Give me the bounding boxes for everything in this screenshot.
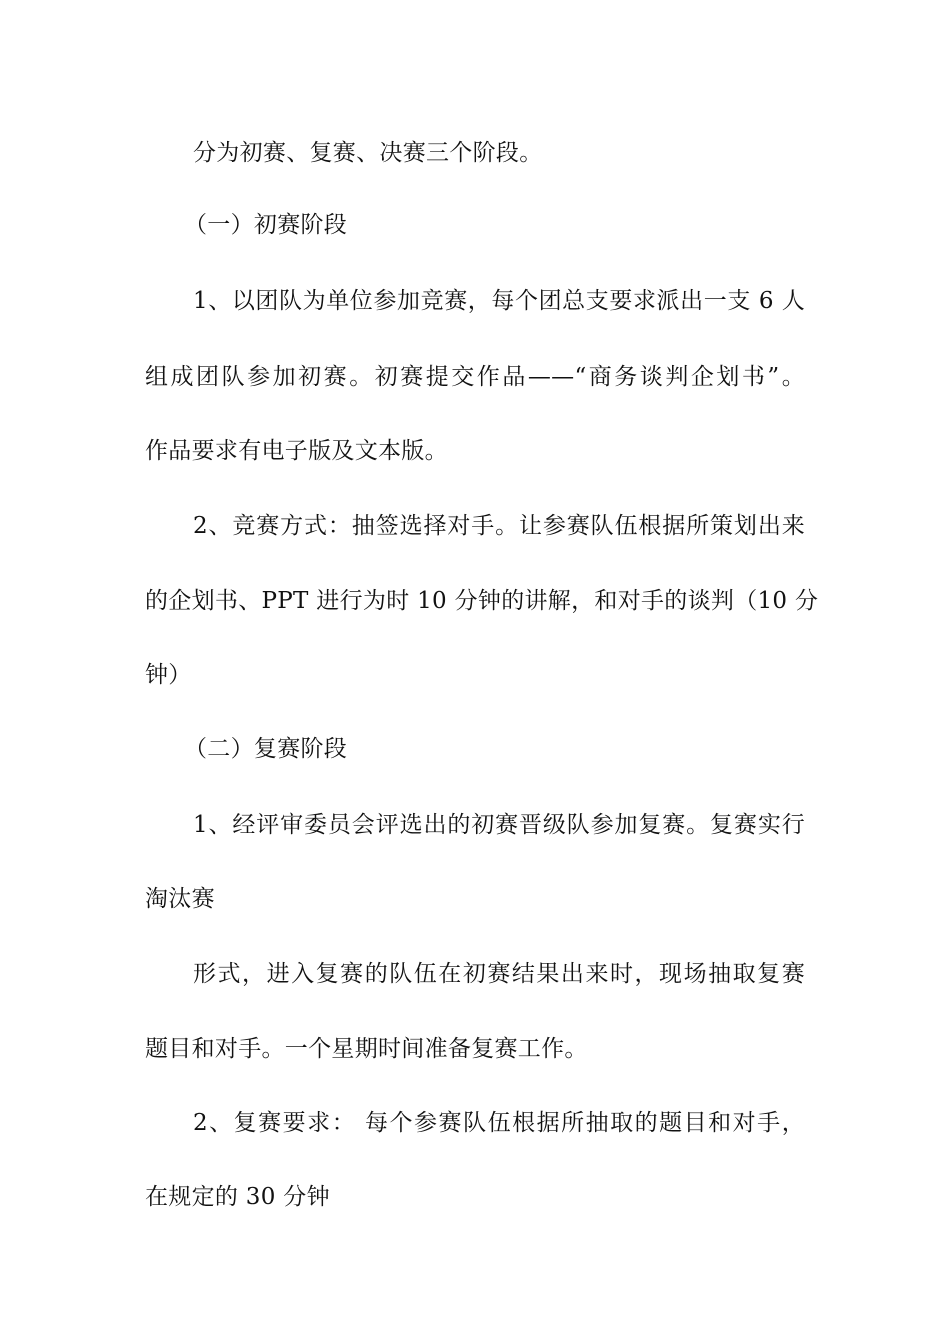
heading-semifinal-stage: （二）复赛阶段 <box>184 736 348 762</box>
paragraph-semifinal-item1-line2: 淘汰赛 <box>145 886 215 912</box>
paragraph-semifinal-item2-line1: 2、复赛要求： 每个参赛队伍根据所抽取的题目和对手， <box>193 1110 805 1136</box>
heading-preliminary-stage: （一）初赛阶段 <box>184 212 348 238</box>
paragraph-stages-intro: 分为初赛、复赛、决赛三个阶段。 <box>193 140 543 166</box>
paragraph-semifinal-format-line2: 题目和对手。一个星期时间准备复赛工作。 <box>145 1036 588 1062</box>
paragraph-preliminary-item2-line2: 的企划书、PPT 进行为时 10 分钟的讲解，和对手的谈判（10 分 <box>145 588 819 614</box>
paragraph-preliminary-item2-line3: 钟） <box>145 662 192 688</box>
paragraph-semifinal-item1-line1: 1、经评审委员会评选出的初赛晋级队参加复赛。复赛实行 <box>193 812 805 838</box>
paragraph-preliminary-item2-line1: 2、竞赛方式：抽签选择对手。让参赛队伍根据所策划出来 <box>193 513 805 539</box>
paragraph-semifinal-format-line1: 形式，进入复赛的队伍在初赛结果出来时，现场抽取复赛 <box>193 961 805 987</box>
paragraph-preliminary-item1-line2: 组成团队参加初赛。初赛提交作品——“商务谈判企划书”。 <box>145 364 805 390</box>
paragraph-semifinal-item2-line2: 在规定的 30 分钟 <box>145 1184 330 1210</box>
paragraph-preliminary-item1-line1: 1、以团队为单位参加竞赛，每个团总支要求派出一支 6 人 <box>193 288 805 314</box>
paragraph-preliminary-item1-line3: 作品要求有电子版及文本版。 <box>145 438 448 464</box>
